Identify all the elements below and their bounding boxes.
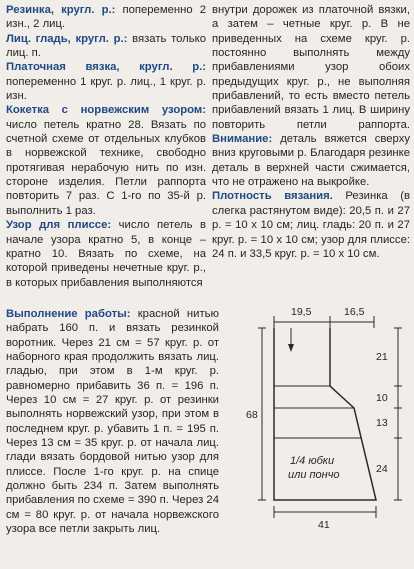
instructions-column <box>6 307 219 537</box>
right-column-paragraph <box>212 189 410 261</box>
paragraph-heading: Лиц. гладь, кругл. р.: <box>6 32 128 45</box>
paragraph-heading: Узор для плиссе: <box>6 219 112 232</box>
nordic-height-value: 13 <box>376 417 388 429</box>
left-text-column <box>6 3 206 290</box>
pleat-height-value: 24 <box>376 463 388 475</box>
left-column-paragraph <box>6 3 206 32</box>
paragraph-text: попеременно 2 изн., 2 лиц. <box>6 4 206 31</box>
bottom-column-paragraph <box>6 307 219 537</box>
paragraph-text: попеременно 1 круг. р. лиц., 1 круг. р. изн. <box>6 75 206 103</box>
piece-label-line2: или пончо <box>288 469 340 481</box>
paragraph-text: деталь вяжется сверху вниз круговыми р. Благодаря резинке деталь в верхней части сжимается, что не отражено на выкройке. <box>212 133 410 189</box>
paragraph-text: внутри дорожек из платочной вязки, а затем – четные круг. р. В не приведенных на схеме круг. р. постоянно выполнять между прибавлениями узор обоих предыдущих круг. р., не выполняя прибавлений, то есть вместо петель прибавлений вязать 1 лиц. В ширину повторить петли раппорта. <box>212 4 410 131</box>
left-column-paragraph <box>6 218 206 290</box>
bottom-width-value: 41 <box>318 519 330 531</box>
pattern-diagram <box>234 300 414 560</box>
paragraph-text: вязать только лиц. п. <box>6 32 206 60</box>
paragraph-heading: Кокетка с норвежским узором: <box>6 104 206 117</box>
paragraph-text: число петель в начале узора кратно 5, в конце – кратно 10. Вязать по схеме, на которой приведены нечетные круг. р., в которых прибавления выполняются <box>6 219 207 289</box>
left-column-paragraph <box>6 103 206 218</box>
collar-height-value: 21 <box>376 351 388 363</box>
paragraph-heading: Выполнение работы: <box>6 308 131 320</box>
paragraph-heading: Внимание: <box>212 133 273 146</box>
right-column-paragraph <box>212 3 410 189</box>
paragraph-heading: Плотность вязания. <box>212 190 333 203</box>
total-height-value: 68 <box>246 409 258 421</box>
top-right-width: 16,5 <box>344 306 365 318</box>
paragraph-text: число петель кратно 28. Вязать по счетной схеме от отдельных клубков в норвежской технике, свободно протягивая нерабочую нить по изн. стороне изделия. Петли раппорта повторить 7 раз. С 1-го по 35-й р. выполнить 1 раз. <box>6 118 206 217</box>
top-left-width: 19,5 <box>291 306 312 318</box>
paragraph-heading: Платочная вязка, кругл. р.: <box>6 61 206 74</box>
yoke-height-value: 10 <box>376 392 388 404</box>
left-column-paragraph <box>6 60 206 103</box>
right-text-column <box>212 3 410 261</box>
center-arrow-head <box>288 344 294 352</box>
paragraph-text: Резинка (в слегка растянутом виде): 20,5 п. и 27 р. = 10 х 10 см; лиц. гладь: 20 п. и 27 круг. р. = 10 х 10 см; узор для плиссе: 24 п. и 33,5 круг. р. = 10 х 10 см. <box>212 190 410 260</box>
paragraph-heading: Резинка, кругл. р.: <box>6 4 116 16</box>
left-column-paragraph <box>6 32 206 61</box>
piece-label-line1: 1/4 юбки <box>290 455 335 467</box>
paragraph-text: красной нитью набрать 160 п. и вязать резинкой воротник. Через 21 см = 57 круг. р. от наборного края продолжить вязать лиц. гладью, при этом в 1-м круг. р. равномерно прибавить 36 п. = 196 п. Через 10 см = 27 круг. р. от резинки выполнять норвежский узор, при этом в последнем круг. р. убавить 1 п. = 195 п. Через 13 см = 35 круг. р. от начала лиц. глади вязать бордовой нитью узор для плиссе. После 1-го круг. р. на спице должно быть 234 п. Затем выполнять прибавления по схеме = 390 п. Через 24 см = 80 круг. р. от начала норвежского узора все петли закрыть лиц. <box>6 308 219 536</box>
